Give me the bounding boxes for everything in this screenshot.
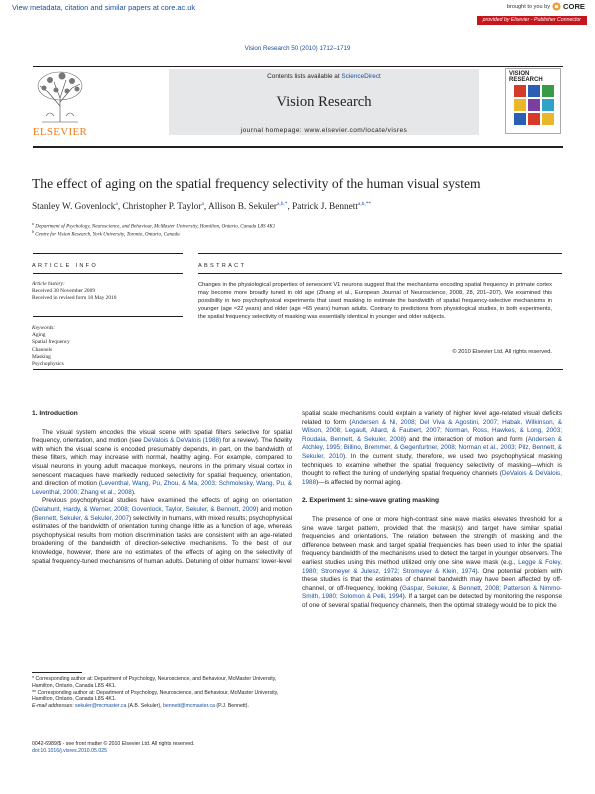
abstract-heading: ABSTRACT (198, 263, 247, 269)
keyword-item: Spatial frequency (32, 339, 70, 346)
citation-link[interactable]: DeValois & DeValois (1988) (143, 437, 222, 445)
cover-art-image (514, 85, 556, 133)
journal-cover-thumbnail (505, 68, 561, 134)
author-name: Allison B. Sekuler (208, 202, 277, 213)
revised-date: Received in revised form 18 May 2010 (32, 295, 117, 302)
right-column (302, 410, 562, 610)
body-text: ) and motion ( (32, 505, 293, 522)
homepage-url[interactable]: www.elsevier.com/locate/visres (304, 127, 408, 134)
email-owner: (A.B. Sekuler), (126, 703, 163, 710)
homepage-prefix: journal homepage: (240, 127, 305, 134)
email-link-bennett[interactable]: bennett@mcmaster.ca (162, 703, 215, 710)
body-text: spatial scale mechanisms could explain a variety of higher level age-related visual deficits related to form ( (302, 410, 562, 426)
author-name: Patrick J. Bennett (292, 202, 358, 213)
email-link-sekuler[interactable]: sekuler@mcmaster.ca (74, 703, 127, 710)
body-top-rule (33, 369, 563, 370)
cover-title (509, 71, 543, 84)
footnotes (32, 676, 292, 710)
author-separator: , (117, 202, 123, 213)
email-label: E-mail addresses: (32, 703, 74, 710)
author-separator: , (203, 202, 208, 213)
received-date: Received 30 November 2009 (32, 288, 96, 295)
body-text: The presence of one or more high-contrast sine wave masks elevates threshold for a sine wave target pattern, provided that the mask(s) and target have similar spatial frequencies and orientations. The relation between the strength of masking and the difference between mask and target spatial frequencies has been used to infer the spatial frequency bandwidth of the mechanisms used to detect the target in younger observers. The earliest studies using this method utilized only one sine wave mask (e.g., (302, 515, 562, 566)
paper-title: The effect of aging on the spatial frequency selectivity of the human visual system (32, 176, 481, 191)
affiliation-mark: b (32, 229, 34, 234)
citation-link[interactable]: DeValois & DeValois, 1988 (302, 470, 562, 486)
keyword-item: Psychophysics (32, 361, 64, 368)
body-text: )—is affected by normal aging. (316, 478, 403, 486)
author-affiliation-mark[interactable]: a (115, 201, 118, 207)
keywords-label: Keywords: (32, 325, 56, 331)
intro-paragraph-3 (302, 410, 562, 487)
journal-citation: Vision Research 50 (2010) 1712–1719 (244, 45, 351, 52)
abstract-rule (198, 253, 562, 254)
keyword-item: Channels (32, 346, 53, 353)
left-column (32, 410, 292, 566)
doi-link[interactable]: doi:10.1016/j.visres.2010.05.025 (32, 747, 107, 754)
core-label: CORE (563, 2, 585, 11)
footnote-corresponding-2: ** Corresponding author at: Department of Psychology, Neuroscience, and Behaviour, McMaster University, Hamilton, Ontario, Canada L8S 4K1. (32, 689, 279, 703)
sciencedirect-link[interactable]: ScienceDirect (341, 73, 381, 80)
top-bar (0, 0, 595, 28)
intro-paragraph-1 (32, 429, 292, 498)
citation-link[interactable]: Bennett, Sekuler, & Sekuler, 2007 (34, 514, 130, 522)
keywords-block (32, 325, 70, 368)
body-text: ) and the interaction of motion and form ( (403, 435, 528, 443)
citation-link[interactable]: Legge & Foley, 1980; Stromeyer & Julesz, 1972; Stromeyer & Klein, 1974 (302, 558, 562, 575)
footnote-corresponding-1: * Corresponding author at: Department of Psychology, Neuroscience, and Behaviour, McMaster University, Hamilton, Ontario, Canada L8S 4K1. (32, 676, 277, 689)
body-text: for a review). The fidelity with which the visual scene is encoded presumably depends, in part, on the bandwidth of these filters, which may increase with normal, healthy aging. For example, compared to visual neurons in young adult macaque monkeys, neurons in the primary visual cortex in senescent macaques have markedly reduced selectivity for spatial frequency, orientation, and direction of motion ( (32, 437, 292, 488)
history-label: Article history: (32, 281, 65, 287)
abstract-subrule (198, 273, 562, 274)
body-text: ) selectivity in humans, with mixed results; psychophysical estimates of the bandwidth of orientation tuning change little as a function of age, whereas psychophysical results from motion discrimination tasks are consistent with an age-related broadening of the bandwidth of direction-selective mechanisms. To the best of our knowledge, however, there are no estimates of the effects of aging on the selectivity of spatial frequency-tuned mechanisms of human adults. Detuning of older humans' lower-level (32, 514, 293, 565)
journal-name: Vision Research (276, 94, 372, 110)
provider-banner[interactable]: provided by Elsevier - Publisher Connector (477, 16, 587, 25)
affiliation-text: Centre for Vision Research, York University, Toronto, Ontario, Canada (35, 231, 180, 238)
core-badge[interactable] (507, 2, 585, 11)
keyword-item: Aging (32, 332, 46, 339)
body-text: ). One potential problem with these studies is that the estimates of channel bandwidth may have been affected by off-channel, or off-frequency, looking ( (302, 567, 562, 592)
metadata-link[interactable]: View metadata, citation and similar papers at core.ac.uk (12, 3, 196, 12)
issn-line: 0042-6989/$ - see front matter © 2010 Elsevier Ltd. All rights reserved. (32, 741, 195, 747)
citation-link[interactable]: Leventhal, Wang, Pu, Zhou, & Ma, 2003; Schmolesky, Wang, Pu, & Leventhal, 2000; Zhang et al., 2008 (32, 480, 292, 496)
article-info-heading: ARTICLE INFO (32, 263, 99, 269)
elsevier-tree-logo (32, 68, 88, 134)
elsevier-wordmark: ELSEVIER (32, 126, 88, 138)
keyword-item: Masking (32, 353, 51, 360)
article-info-subrule (33, 273, 183, 274)
footnote-emails (32, 703, 292, 710)
abstract-text: Changes in the physiological properties of senescent V1 neurons suggest that the mechanisms encoding spatial frequency in primate cortex may become more broadly tuned in old age (Zhang et al., European Journal of Neuroscience, 2008, 28, 201–207). We examined this possibility in two psychophysical experiments that used masking to estimate the bandwidth of spatial frequency-selective mechanisms in younger (age ≈22 years) and older (age ≈65 years) human adults. Contrary to predictions from physiological studies, in both experiments, the spatial frequency selectivity of masking was essentially identical in younger and older subjects. (198, 282, 552, 320)
author-affiliation-mark[interactable]: a,b,* (276, 201, 288, 207)
email-owner: (P.J. Bennett). (214, 703, 249, 710)
citation-link[interactable]: Andersen & Atchley, 1995; Billino, Bremmer, & Gegenfurtner, 2008; Norman et al., 2003; Pilz, Bennett, & Sekuler, 2010 (302, 435, 562, 460)
cover-title-line-2: RESEARCH (509, 77, 543, 84)
intro-paragraph-2 (32, 497, 292, 566)
article-info-rule (33, 253, 183, 254)
affiliation-mark: a (32, 221, 34, 226)
footnote-rule (32, 672, 82, 673)
core-prefix: brought to you by (506, 3, 551, 10)
citation-link[interactable]: Andersen & Ni, 2008; Del Viva & Agostini, 2007; Habak, Wilkinson, & Wilson, 2008; Legault, Allard, & Faubert, 2007; Norman, Ross, Hawkes, & Long, 2003; Roudaia, Bennett, & Sekuler, 2008 (302, 418, 562, 443)
author-name: Stanley W. Govenlock (32, 202, 116, 213)
abstract-copyright: © 2010 Elsevier Ltd. All rights reserved. (452, 349, 552, 355)
core-logo-icon (552, 2, 561, 11)
masthead-bottom-rule (33, 146, 563, 148)
contents-line (169, 73, 479, 80)
author-list (32, 201, 572, 212)
keywords-rule (33, 316, 183, 317)
author-separator: , (287, 202, 293, 213)
body-text: ). If a target can be detected by monitoring the response of one of several spatial frequency channels, then the optimal strategy would be to pick the (302, 593, 562, 609)
body-text: The visual system encodes the visual scene with spatial filters selective for spatial frequency, orientation, and motion (see (32, 428, 292, 445)
article-history (32, 281, 116, 303)
cover-title-line-1: VISION (509, 71, 530, 77)
experiment-1-heading: 2. Experiment 1: sine-wave grating masking (302, 497, 440, 505)
contents-prefix: Contents lists available at (267, 73, 342, 80)
experiment-1-paragraph (302, 516, 562, 611)
body-text: Previous psychophysical studies have examined the effects of aging on orientation ( (32, 497, 292, 513)
author-name: Christopher P. Taylor (122, 202, 202, 213)
masthead-top-rule (33, 66, 563, 67)
body-text: ). In the current study, therefore, we used two psychophysical masking techniques to examine whether the spatial frequency selectivity of masking—which is thought to reflect the tuning of underlying spatial frequency channels ( (302, 452, 562, 478)
journal-homepage (169, 127, 479, 134)
citation-link[interactable]: Gaspar, Sekuler, & Bennett, 2008; Patterson & Nimmo-Smith, 1980; Solomon & Pelli, 1994 (302, 584, 563, 601)
author-affiliation-mark[interactable]: a,b,** (357, 201, 372, 207)
citation-link[interactable]: Delahunt, Hardy, & Werner, 2008; Govenlock, Taylor, Sekuler, & Bennett, 2009 (34, 505, 257, 513)
affiliation-text: Department of Psychology, Neuroscience, and Behaviour, McMaster University, Hamilton, Ontario, Canada L8S 4K1 (35, 223, 276, 230)
introduction-heading: 1. Introduction (32, 410, 78, 417)
affiliation-b (32, 229, 180, 238)
body-text: ). (131, 488, 136, 496)
author-affiliation-mark[interactable]: a (201, 201, 204, 207)
issn-block (32, 741, 194, 755)
